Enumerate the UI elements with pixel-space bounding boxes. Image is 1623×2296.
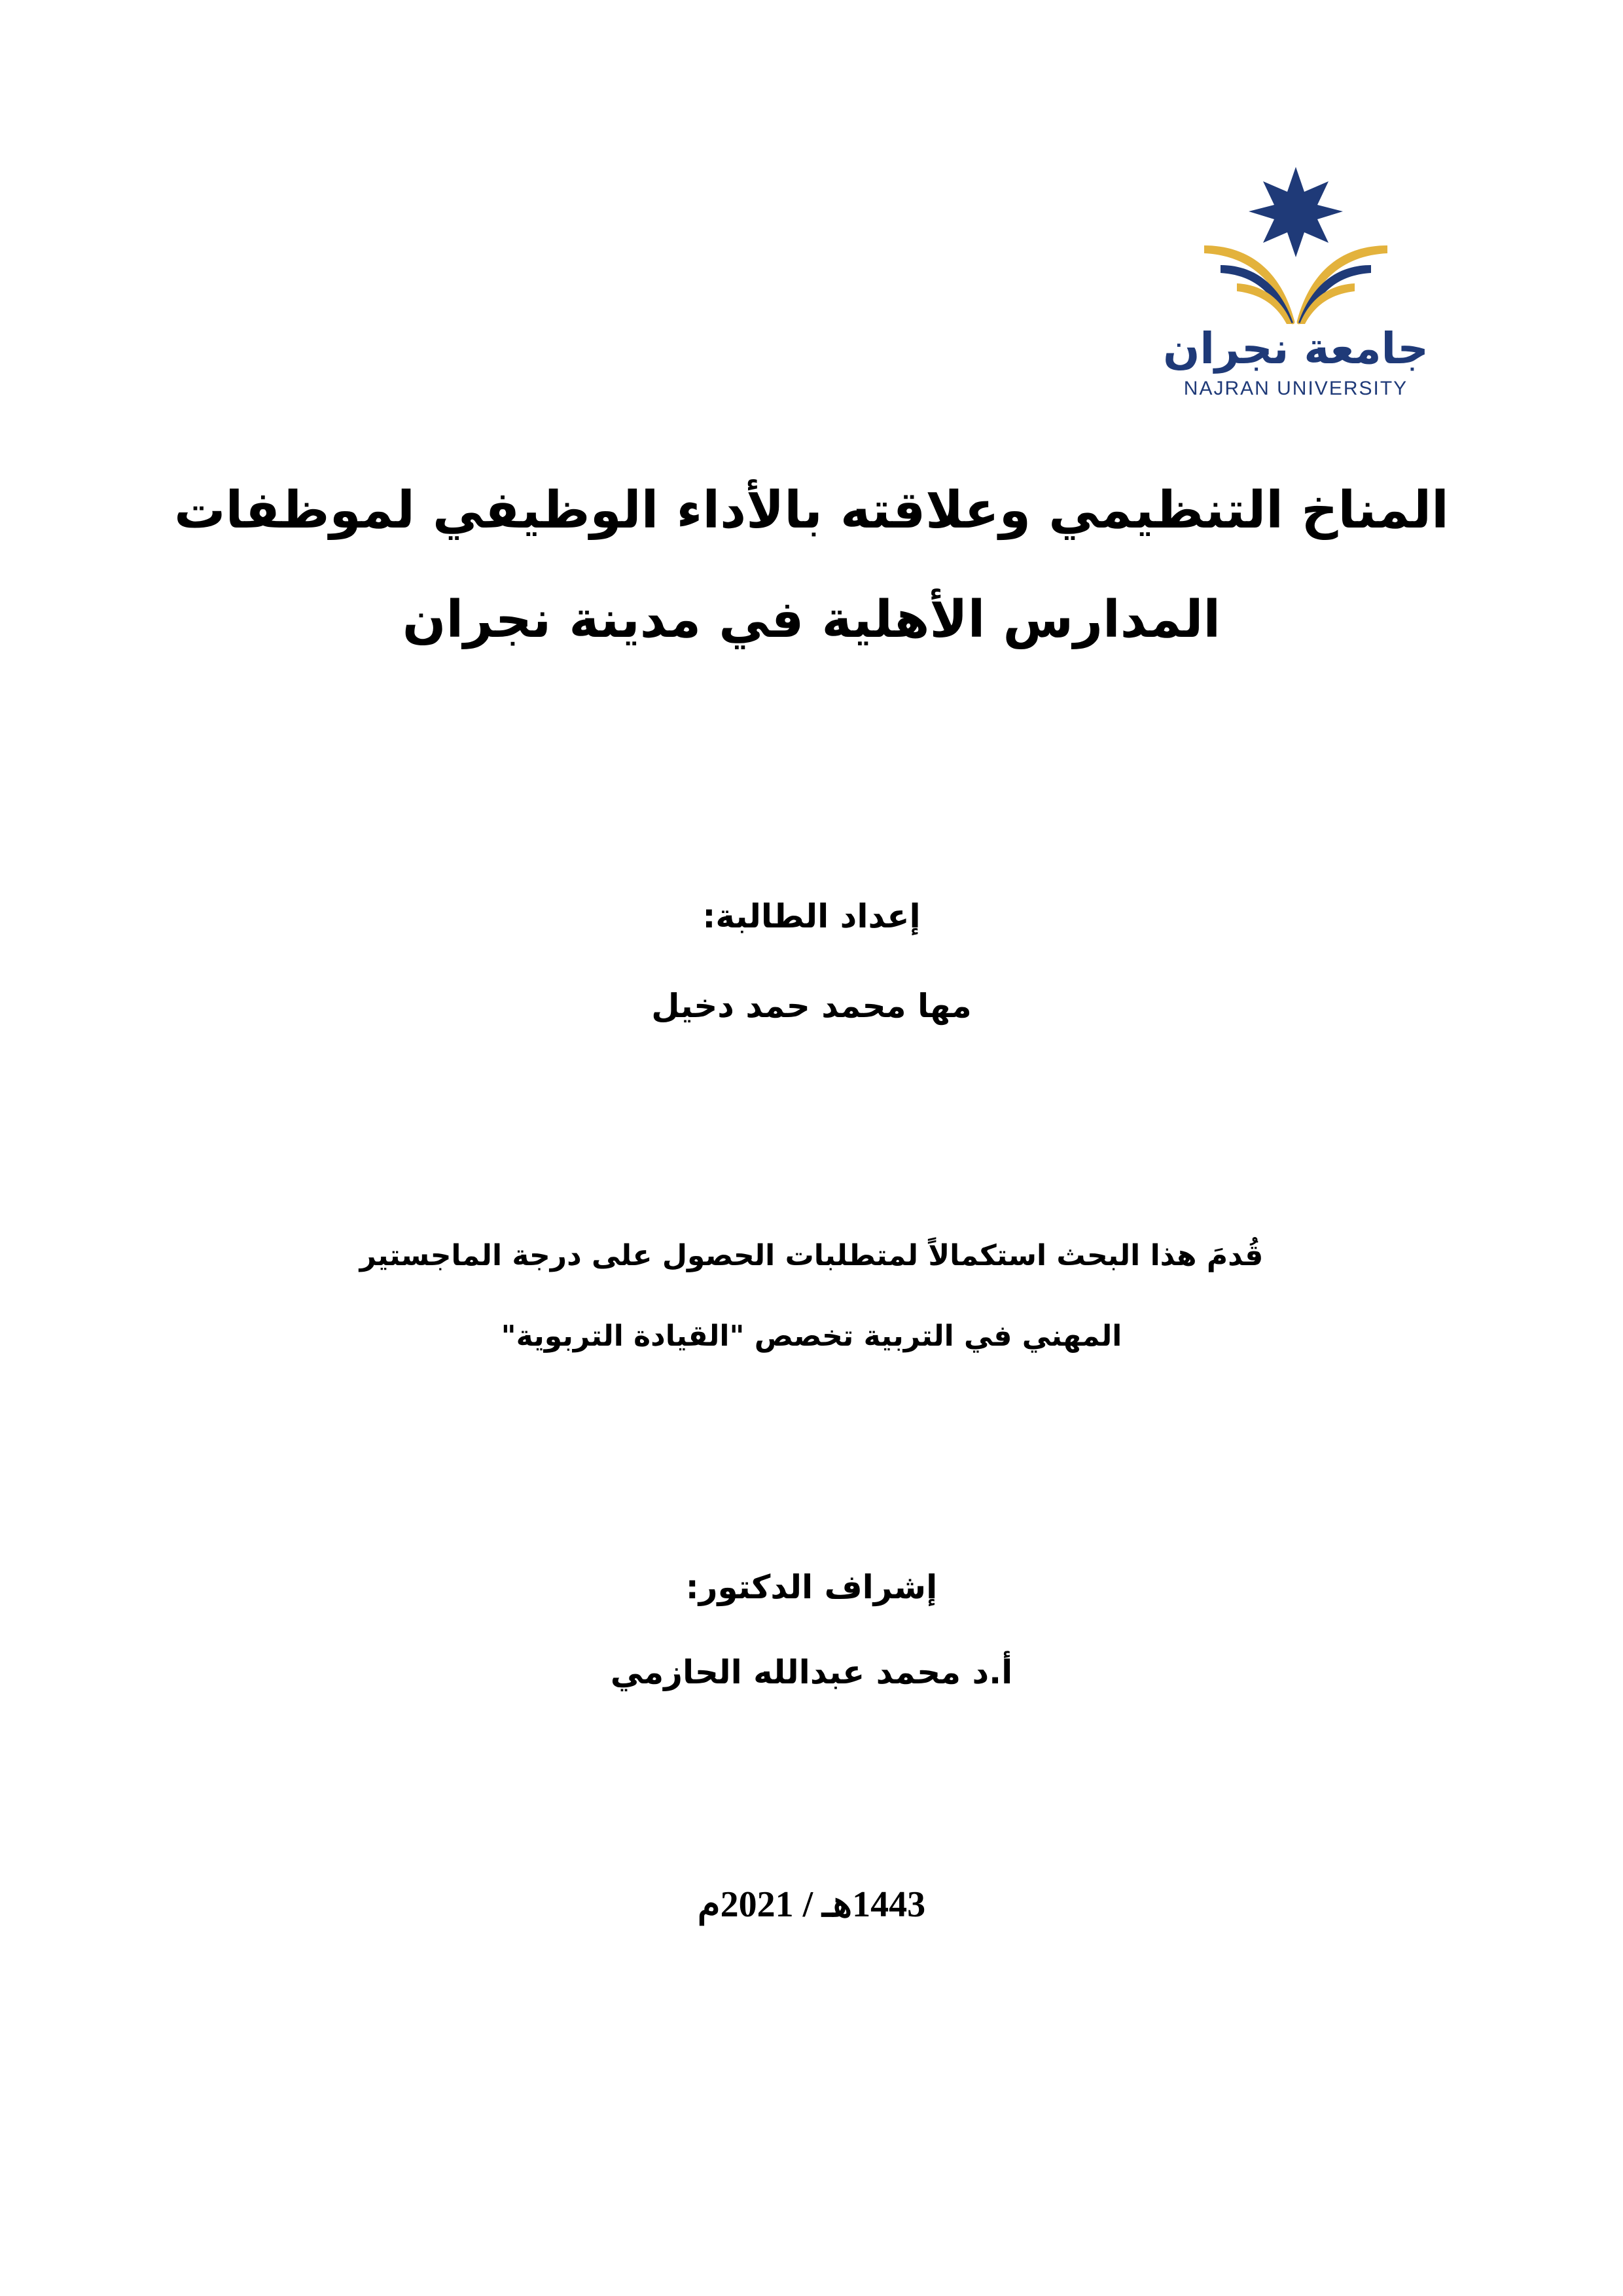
star-icon	[1249, 167, 1343, 257]
university-name-english: NAJRAN UNIVERSITY	[1183, 378, 1408, 399]
thesis-title-line-1: المناخ التنظيمي وعلاقته بالأداء الوظيفي لموظفات	[174, 481, 1449, 540]
university-logo	[1158, 167, 1433, 416]
submission-statement-line-2: المهني في التربية تخصص "القيادة التربوية"	[501, 1319, 1122, 1353]
student-label: إعداد الطالبة:	[702, 897, 921, 935]
supervisor-label: إشراف الدكتور:	[685, 1568, 938, 1606]
university-name-arabic: جامعة نجران	[1163, 323, 1429, 374]
student-name: مها محمد حمد دخيل	[651, 987, 972, 1025]
submission-statement-line-1: قُدمَ هذا البحث استكمالاً لمتطلبات الحصول على درجة الماجستير	[359, 1239, 1264, 1272]
submission-date: 1443هـ / 2021م	[697, 1884, 926, 1925]
thesis-title-line-2: المدارس الأهلية في مدينة نجران	[402, 590, 1221, 649]
supervisor-name: أ.د محمد عبدالله الحازمي	[610, 1653, 1013, 1691]
university-emblem-icon	[1198, 167, 1394, 331]
